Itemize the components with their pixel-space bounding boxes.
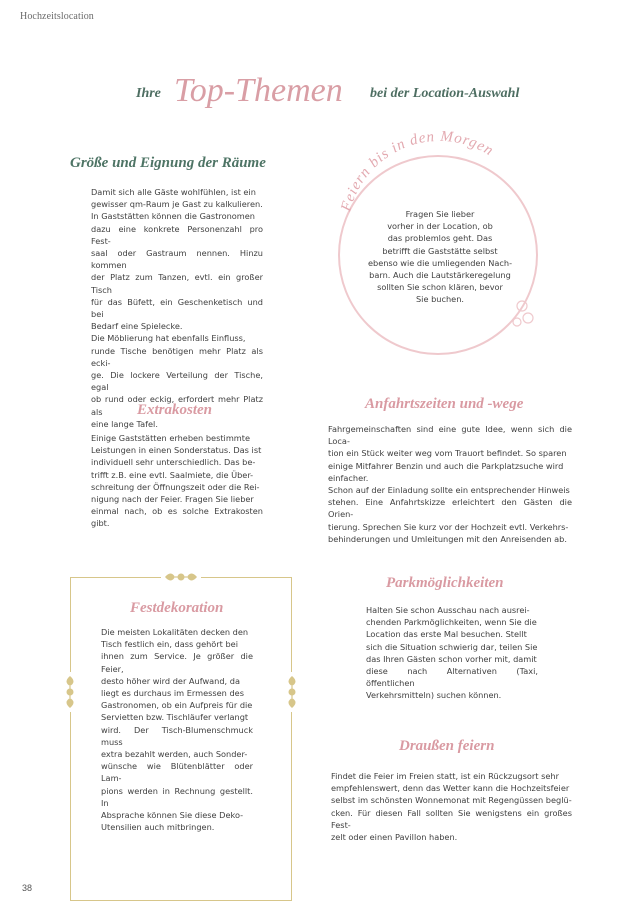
text-line: Servietten bzw. Tischläufer verlangt	[101, 712, 249, 723]
text-line: desto höher wird der Aufwand, da	[101, 675, 240, 686]
text-line: Absprache können Sie diese Deko-	[101, 810, 244, 821]
text-line: ihnen zum Service. Je größer die Feier,	[101, 651, 253, 674]
text-festdekoration	[101, 626, 253, 833]
section-label: Hochzeitslocation	[20, 11, 94, 22]
heading-extrakosten: Extrakosten	[137, 402, 213, 418]
text-anfahrt	[328, 423, 572, 545]
text-line: einmal nach, ob es solche Extrakosten gibt.	[91, 506, 263, 529]
text-line: Location das erste Mal besuchen. Stellt	[366, 629, 527, 640]
text-line: dazu eine konkrete Personenzahl pro Fest-	[91, 223, 263, 246]
floral-accent-icon	[508, 296, 538, 332]
heading-festdekoration: Festdekoration	[130, 600, 224, 616]
text-line: nigung nach der Feier. Fragen Sie lieber	[91, 494, 254, 505]
text-line: Fahrgemeinschaften sind eine gute Idee, wenn sich die Loca-	[328, 424, 572, 447]
text-line: runde Tische benötigen mehr Platz als ecki-	[91, 345, 263, 368]
text-line: Verkehrsmitteln) suchen können.	[366, 690, 502, 701]
text-line: trifft z.B. eine evtl. Saalmiete, die Über-	[91, 469, 254, 480]
ornament-left-icon	[60, 672, 80, 712]
ornament-top-icon	[161, 567, 201, 587]
arc-heading-text: Feiern bis in den Morgen	[338, 130, 497, 214]
text-line: Damit sich alle Gäste wohlfühlen, ist ein	[91, 187, 256, 197]
title-prefix: Ihre	[136, 86, 161, 101]
text-line: In Gaststätten können die Gastronomen	[91, 211, 255, 222]
text-line: tion ein Stück weiter weg vom Trauort befindet. So sparen	[328, 448, 567, 459]
title-main: Top-Themen	[174, 72, 343, 109]
heading-draussen: Draußen feiern	[399, 738, 495, 754]
text-line: extra bezahlt werden, auch Sonder-	[101, 749, 248, 760]
title-suffix: bei der Location-Auswahl	[370, 86, 520, 101]
text-line: individuell sehr unterschiedlich. Das be-	[91, 457, 256, 468]
text-line: einige Mitfahrer Benzin und auch die Parkplatzsuche wird	[328, 460, 564, 471]
text-line: Tisch festlich ein, dass gehört bei	[101, 639, 238, 650]
text-line: stehen. Eine Anfahrtskizze erleichtert den Gästen die Orien-	[328, 497, 572, 520]
text-line: sollten Sie schon klären, bevor	[377, 282, 503, 293]
text-line: wünsche wie Blütenblätter oder Lam-	[101, 761, 253, 784]
text-line: empfehlenswert, denn das Wetter kann die Hochzeitsfeier	[331, 783, 570, 794]
text-line: betrifft die Gaststätte selbst	[382, 245, 498, 256]
text-parken	[366, 604, 538, 702]
text-line: das Ihren Gästen schon vorher mit, damit	[366, 653, 537, 664]
text-line: wird. Der Tisch-Blumenschmuck muss	[101, 724, 253, 747]
text-line: schreitung der Öffnungszeit oder die Rei-	[91, 481, 260, 492]
text-line: Schon auf der Einladung sollte ein entsprechender Hinweis	[328, 485, 570, 496]
text-draussen	[331, 770, 572, 843]
ornament-right-icon	[282, 672, 302, 712]
text-line: eine lange Tafel.	[91, 418, 158, 429]
text-line: pions werden in Rechnung gestellt. In	[101, 785, 253, 808]
text-line: zelt oder einen Pavillon haben.	[331, 832, 458, 843]
text-line: chenden Parkmöglichkeiten, wenn Sie die	[366, 617, 537, 628]
text-groesse	[91, 186, 263, 430]
text-line: saal oder Gastraum nennen. Hinzu kommen	[91, 248, 263, 271]
svg-text:Feiern bis in den Morgen	[338, 130, 496, 214]
page-number: 38	[22, 883, 33, 893]
text-line: Utensilien auch mitbringen.	[101, 822, 215, 833]
text-line: cken. Für diesen Fall sollten Sie wenigstens ein großes Fest-	[331, 807, 572, 830]
text-line: ge. Die lockere Verteilung der Tische, egal	[91, 370, 263, 393]
text-line: barn. Auch die Lautstärkeregelung	[369, 270, 511, 281]
text-line: der Platz zum Tanzen, evtl. ein großer Tisch	[91, 272, 263, 295]
text-line: Einige Gaststätten erheben bestimmte	[91, 433, 251, 443]
text-line: Sie buchen.	[415, 294, 465, 305]
text-line: sich die Situation schwierig dar, teilen Sie	[366, 641, 538, 652]
text-line: Die Möblierung hat ebenfalls Einfluss,	[91, 333, 246, 344]
text-line: für das Büfett, ein Geschenketisch und bei	[91, 296, 263, 320]
text-line: einfacher.	[328, 472, 369, 483]
text-line: Halten Sie schon Ausschau nach ausrei-	[366, 605, 530, 615]
heading-anfahrt: Anfahrtszeiten und -wege	[365, 396, 524, 412]
text-line: ebenso wie die umliegenden Nach-	[367, 257, 513, 268]
text-line: gewisser qm-Raum je Gast zu kalkulieren.	[91, 199, 263, 210]
heading-groesse: Größe und Eignung der Räume	[70, 155, 266, 171]
text-line: das problemlos geht. Das	[387, 233, 493, 244]
text-feiern	[360, 208, 520, 306]
text-line: Findet die Feier im Freien statt, ist ein Rückzugsort sehr	[331, 771, 559, 781]
text-line: Leistungen in einen Sonderstatus. Das ist	[91, 445, 262, 456]
text-line: vorher in der Location, ob	[387, 221, 493, 232]
heading-parken: Parkmöglichkeiten	[386, 575, 504, 591]
text-line: ob rund oder eckig, erfordert mehr Platz als	[91, 394, 263, 417]
text-line: tierung. Sprechen Sie kurz vor der Hochzeit evtl. Verkehrs-	[328, 521, 569, 532]
text-extrakosten	[91, 432, 263, 530]
text-line: selbst im schönsten Wonnemonat mit Regengüssen beglü-	[331, 795, 572, 806]
text-line: Die meisten Lokalitäten decken den	[101, 627, 249, 637]
text-line: Fragen Sie lieber	[405, 209, 475, 219]
text-line: liegt es durchaus im Ermessen des	[101, 688, 244, 699]
text-line: Gastronomen, ob ein Aufpreis für die	[101, 700, 253, 711]
text-line: Bedarf eine Spielecke.	[91, 321, 183, 332]
text-line: diese nach Alternativen (Taxi, öffentlichen	[366, 666, 538, 689]
page-title	[0, 72, 638, 118]
text-line: behinderungen und Umleitungen mit den Anreisenden ab.	[328, 533, 567, 544]
